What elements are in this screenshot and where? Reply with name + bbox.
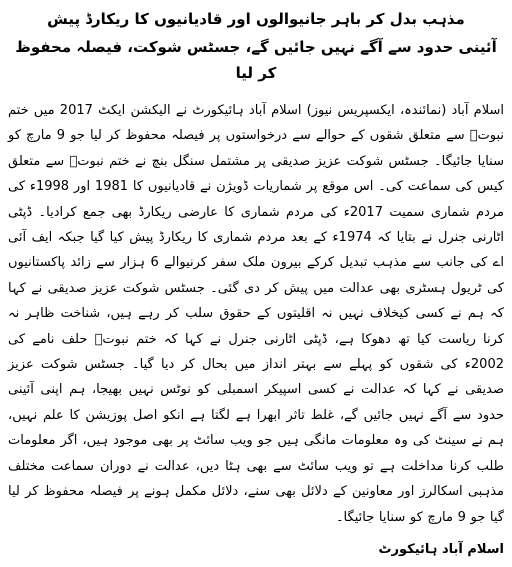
article-body: اسلام آباد (نمائندہ، ایکسپریس نیوز) اسلام آباد ہائیکورٹ نے الیکشن ایکٹ 2017 میں ختم نبوتؐ سے متعلق شقوں کے حوالے سے درخواستوں پر فیصلہ محفوظ کر لیا جو 9 مارچ کو سنایا جائیگا۔ جسٹس شوکت عزیز صدیقی پر مشتمل سنگل بنچ نے ختم نبوتؐ سے متعلق کیس کی سماعت کی۔ اس موقع پر شماریات ڈویژن نے قادیانیوں کا 1981 اور 1998ء کی مردم شماری سمیت 2017ء کی مردم شماری کا عارضی ریکارڈ بھی جمع کرادیا۔ ڈپٹی اٹارنی جنرل نے بتایا کہ 1974ء کے بعد مردم شماری کا ریکارڈ پیش کیا گیا جبکہ ایف آئی اے کی جانب سے مذہب تبدیل کرکے بیرون ملک سفر کرنیوالے 6 ہزار سے زائد پاکستانیوں کی ٹریول ہسٹری بھی عدالت میں پیش کر دی گئی۔ جسٹس شوکت عزیز صدیقی نے کہا کہ ہم نے کسی کیخلاف نہیں نہ اقلیتوں کے حقوق سلب کر رہے ہیں، شناخت ظاہر نہ کرنا ریاست کیا تھ دھوکا ہے، ڈپٹی اٹارنی جنرل نے کہا کہ ختم نبوتؐ حلف نامے کی 2002ء کی شقوں کو پہلے سے بہتر انداز میں بحال کر دیا گیا۔ جسٹس شوکت عزیز صدیقی نے کہا کہ عدالت نے کسی اسپیکر اسمبلی کو نوٹس نہیں بھیجا، ہم اپنی آئینی حدود سے آگے نہیں جائیں گے، غلط تاثر ابھرا ہے لگتا ہے انکو اصل پوزیشن کا علم نہیں، ہم نے سینٹ کی وہ معلومات مانگی ہیں جو ویب سائٹ پر بھی موجود ہیں، اگر معلومات طلب کرنا مداخلت ہے تو ویب سائٹ سے بھی ہٹا دیں، عدالت نے دوران سماعت مختلف مذہبی اسکالرز اور معاونین کے دلائل بھی سنے، دلائل مکمل ہونے پر فیصلہ محفوظ کر لیا گیا جو 9 مارچ کو سنایا جائیگا۔ xyxy=(8,103,505,525)
article-subheadline: آئینی حدود سے آگے نہیں جائیں گے، جسٹس شوکت، فیصلہ محفوظ کر لیا xyxy=(15,38,497,82)
article-headline: مذہب بدل کر باہر جانیوالوں اور قادیانیوں کا ریکارڈ پیش xyxy=(47,10,465,28)
article-byline: اسلام آباد ہائیکورٹ xyxy=(378,541,504,557)
news-article xyxy=(8,6,504,561)
